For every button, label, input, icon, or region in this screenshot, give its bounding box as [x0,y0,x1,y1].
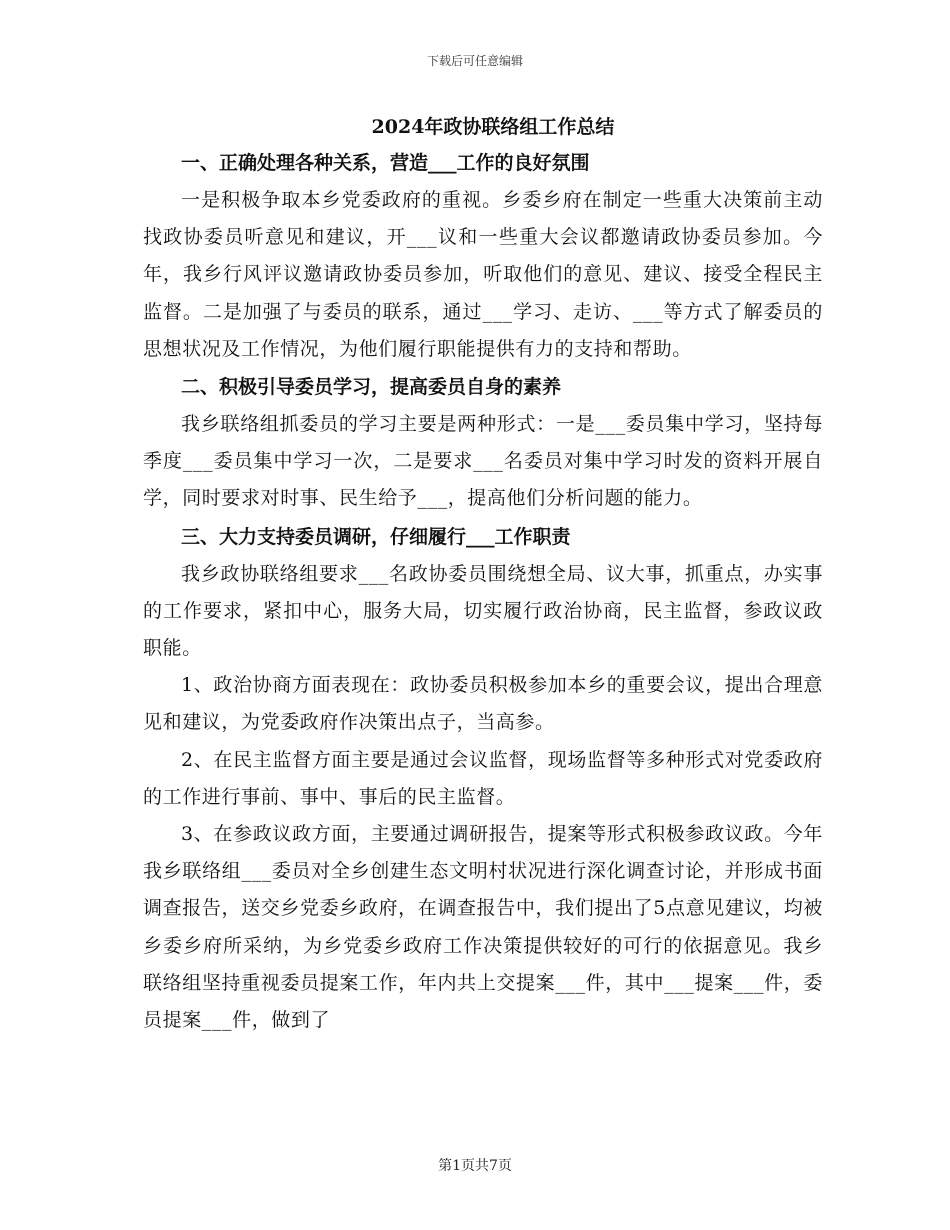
paragraph: 一是积极争取本乡党委政府的重视。乡委乡府在制定一些重大决策前主动找政协委员听意见和建议，开___议和一些重大会议都邀请政协委员参加。今年，我乡行风评议邀请政协委员参加，听取他们的意见、建议、接受全程民主监督。二是加强了与委员的联系，通过___学习、走访、___等方式了解委员的思想状况及工作情况，为他们履行职能提供有力的支持和帮助。 [143,189,823,360]
section-heading-1: 一、正确处理各种关系，营造___工作的良好氛围 [181,152,590,174]
paragraph: 我乡联络组抓委员的学习主要是两种形式：一是___委员集中学习，坚持每季度___委员集中学习一次，二是要求___名委员对集中学习时发的资料开展自学，同时要求对时事、民生给予___，提高他们分析问题的能力。 [143,413,823,510]
section-heading-2: 二、积极引导委员学习，提高委员自身的素养 [181,376,562,399]
paragraph: 3、在参政议政方面，主要通过调研报告，提案等形式积极参政议政。今年我乡联络组___委员对全乡创建生态文明村状况进行深化调查讨论，并形成书面调查报告，送交乡党委乡政府，在调查报告中，我们提出了5点意见建议，均被乡委乡府所采纳，为乡党委乡政府工作决策提供较好的可行的依据意见。我乡联络组坚持重视委员提案工作，年内共上交提案___件，其中___提案___件，委员提案___件，做到了 [143,823,823,1032]
page-footer: 第1页共7页 [438,1158,512,1174]
paragraph: 我乡政协联络组要求___名政协委员围绕想全局、议大事，抓重点，办实事的工作要求，紧扣中心，服务大局，切实履行政治协商，民主监督，参政议政职能。 [143,562,823,660]
paragraph: 2、在民主监督方面主要是通过会议监督，现场监督等多种形式对党委政府的工作进行事前、事中、事后的民主监督。 [143,748,823,808]
page-header: 下载后可任意编辑 [426,54,523,68]
paragraph: 1、政治协商方面表现在：政协委员积极参加本乡的重要会议，提出合理意见和建议，为党委政府作决策出点子，当高参。 [143,674,823,734]
document-body [143,110,823,1039]
document-title: 2024年政协联络组工作总结 [371,116,615,138]
section-heading-3: 三、大力支持委员调研，仔细履行___工作职责 [181,525,571,548]
